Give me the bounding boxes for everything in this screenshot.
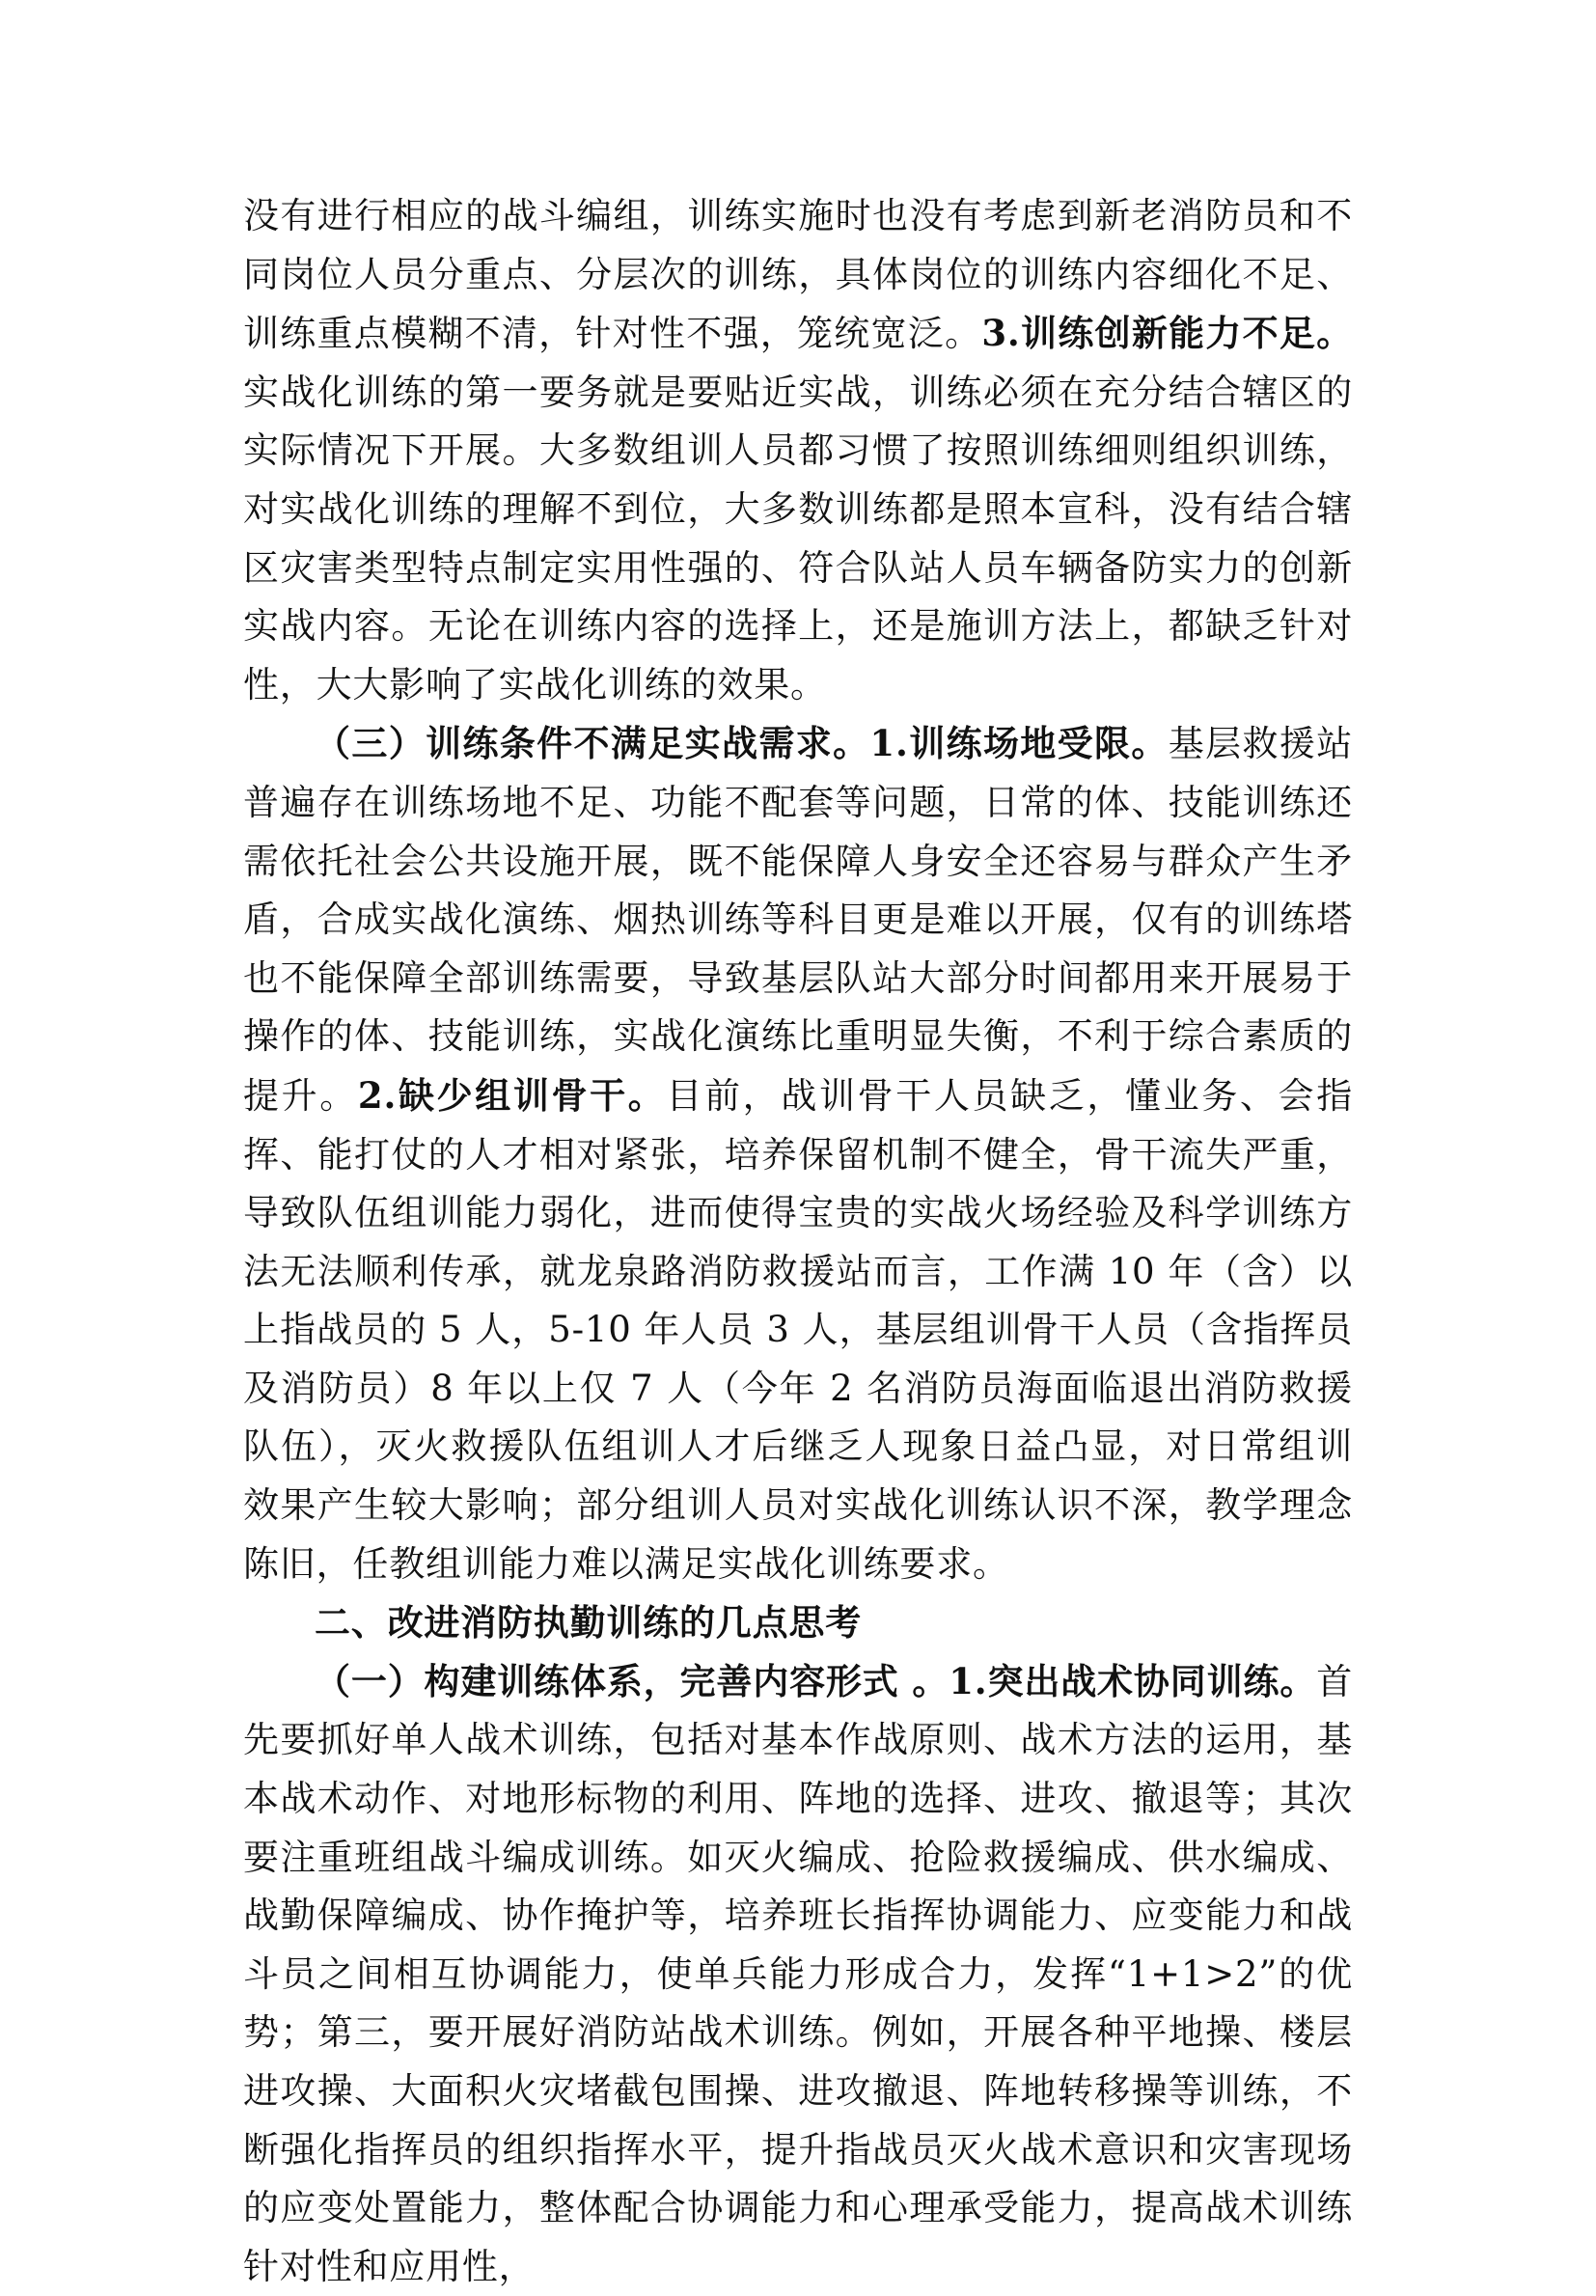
bold-run: （一）构建训练体系，完善内容形式 。1.突出战术协同训练。 [315, 1659, 1317, 1702]
paragraph-continued [243, 187, 1353, 714]
text-run: 首先要抓好单人战术训练，包括对基本作战原则、战术方法的运用，基本战术动作、对地形标物的利用、阵地的选择、进攻、撤退等；其次要注重班组战斗编成训练。如灭火编成、抢险救援编成、供水编成、战勤保障编成、协作掩护等，培养班长指挥协调能力、应变能力和战斗员之间相互协调能力，使单兵能力形成合力，发挥“1+1>2”的优势；第三，要开展好消防站战术训练。例如，开展各种平地操、楼层进攻操、大面积火灾堵截包围操、进攻撤退、阵地转移操等训练，不断强化指挥员的组织指挥水平，提升指战员灭火战术意识和灾害现场的应变处置能力，整体配合协调能力和心理承受能力，提高战术训练针对性和应用性， [243, 1660, 1353, 2287]
text-run: 基层救援站普遍存在训练场地不足、功能不配套等问题，日常的体、技能训练还需依托社会公共设施开展，既不能保障人身安全还容易与群众产生矛盾，合成实战化演练、烟热训练等科目更是难以开展，仅有的训练塔也不能保障全部训练需要，导致基层队站大部分时间都用来开展易于操作的体、技能训练，实战化演练比重明显失衡，不利于综合素质的提升。 [243, 723, 1353, 1117]
section-heading [243, 1593, 1353, 1652]
text-run: 没有进行相应的战斗编组，训练实施时也没有考虑到新老消防员和不同岗位人员分重点、分层次的训练，具体岗位的训练内容细化不足、训练重点模糊不清，针对性不强，笼统宽泛。 [243, 195, 1353, 355]
heading-text: 二、改进消防执勤训练的几点思考 [315, 1601, 862, 1645]
text-run: 目前，战训骨干人员缺乏，懂业务、会指挥、能打仗的人才相对紧张，培养保留机制不健全，骨干流失严重，导致队伍组训能力弱化，进而使得宝贵的实战火场经验及科学训练方法无法顺利传承，就龙泉路消防救援站而言，工作满 10 年（含）以上指战员的 5 人，5-10 年人员 3 人，基层组训骨干人员（含指挥员及消防员）8 年以上仅 7 人（今年 2 名消防员海面临退出消防救援队伍），灭火救援队伍组训人才后继乏人现象日益凸显，对日常组训效果产生较大影响；部分组训人员对实战化训练认识不深，教学理念陈旧，任教组训能力难以满足实战化训练要求。 [243, 1074, 1353, 1585]
document-page [243, 187, 1353, 2296]
bold-run: （三）训练条件不满足实战需求。1.训练场地受限。 [315, 722, 1169, 765]
paragraph-training-conditions [243, 714, 1353, 1593]
paragraph-training-system [243, 1652, 1353, 2296]
bold-run: 2.缺少组训骨干。 [357, 1073, 667, 1117]
bold-run: 3.训练创新能力不足。 [981, 312, 1353, 355]
text-run: 实战化训练的第一要务就是要贴近实战，训练必须在充分结合辖区的实际情况下开展。大多数组训人员都习惯了按照训练细则组织训练，对实战化训练的理解不到位，大多数训练都是照本宣科，没有结合辖区灾害类型特点制定实用性强的、符合队站人员车辆备防实力的创新实战内容。无论在训练内容的选择上，还是施训方法上，都缺乏针对性，大大影响了实战化训练的效果。 [243, 371, 1353, 705]
